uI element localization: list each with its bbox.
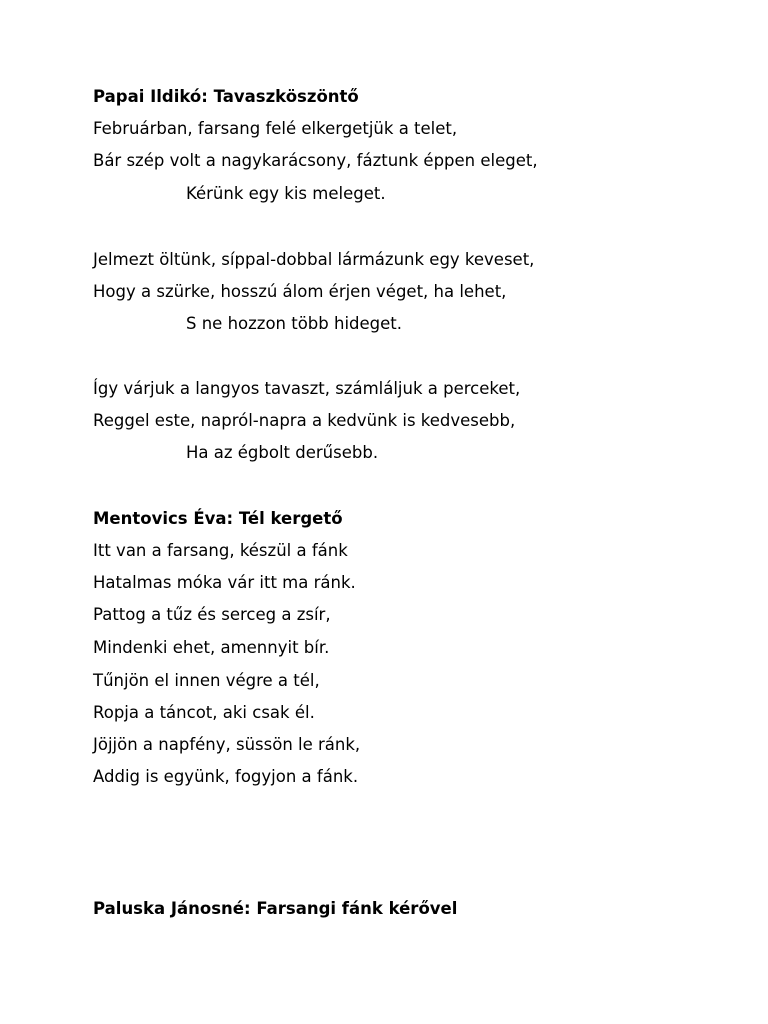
- poem-line: Februárban, farsang felé elkergetjük a telet,: [93, 119, 458, 138]
- poem-title: Papai Ildikó: Tavaszköszöntő: [93, 87, 359, 106]
- poem-line: Jöjjön a napfény, süssön le ránk,: [93, 735, 361, 754]
- poem-line: Bár szép volt a nagykarácsony, fáztunk éppen eleget,: [93, 151, 538, 170]
- poem-line: Ropja a táncot, aki csak él.: [93, 703, 315, 722]
- poem-line: Itt van a farsang, készül a fánk: [93, 541, 348, 560]
- poem-line: Jelmezt öltünk, síppal-dobbal lármázunk egy keveset,: [93, 250, 535, 269]
- poem-line: Pattog a tűz és serceg a zsír,: [93, 605, 331, 624]
- poem-line-refrain: Kérünk egy kis meleget.: [186, 184, 386, 203]
- poem-line-refrain: Ha az égbolt derűsebb.: [186, 443, 379, 462]
- poem-line: Így várjuk a langyos tavaszt, számláljuk a perceket,: [93, 379, 521, 398]
- poem-line-refrain: S ne hozzon több hideget.: [186, 314, 403, 333]
- poem-title: Paluska Jánosné: Farsangi fánk kérővel: [93, 899, 458, 918]
- poem-line: Reggel este, napról-napra a kedvünk is kedvesebb,: [93, 411, 516, 430]
- poem-line: Hogy a szürke, hosszú álom érjen véget, ha lehet,: [93, 282, 507, 301]
- poem-line: Mindenki ehet, amennyit bír.: [93, 638, 330, 657]
- poem-line: Tűnjön el innen végre a tél,: [93, 671, 320, 690]
- poem-line: Hatalmas móka vár itt ma ránk.: [93, 573, 356, 592]
- poem-line: Addig is együnk, fogyjon a fánk.: [93, 767, 359, 786]
- poem-title: Mentovics Éva: Tél kergető: [93, 509, 343, 528]
